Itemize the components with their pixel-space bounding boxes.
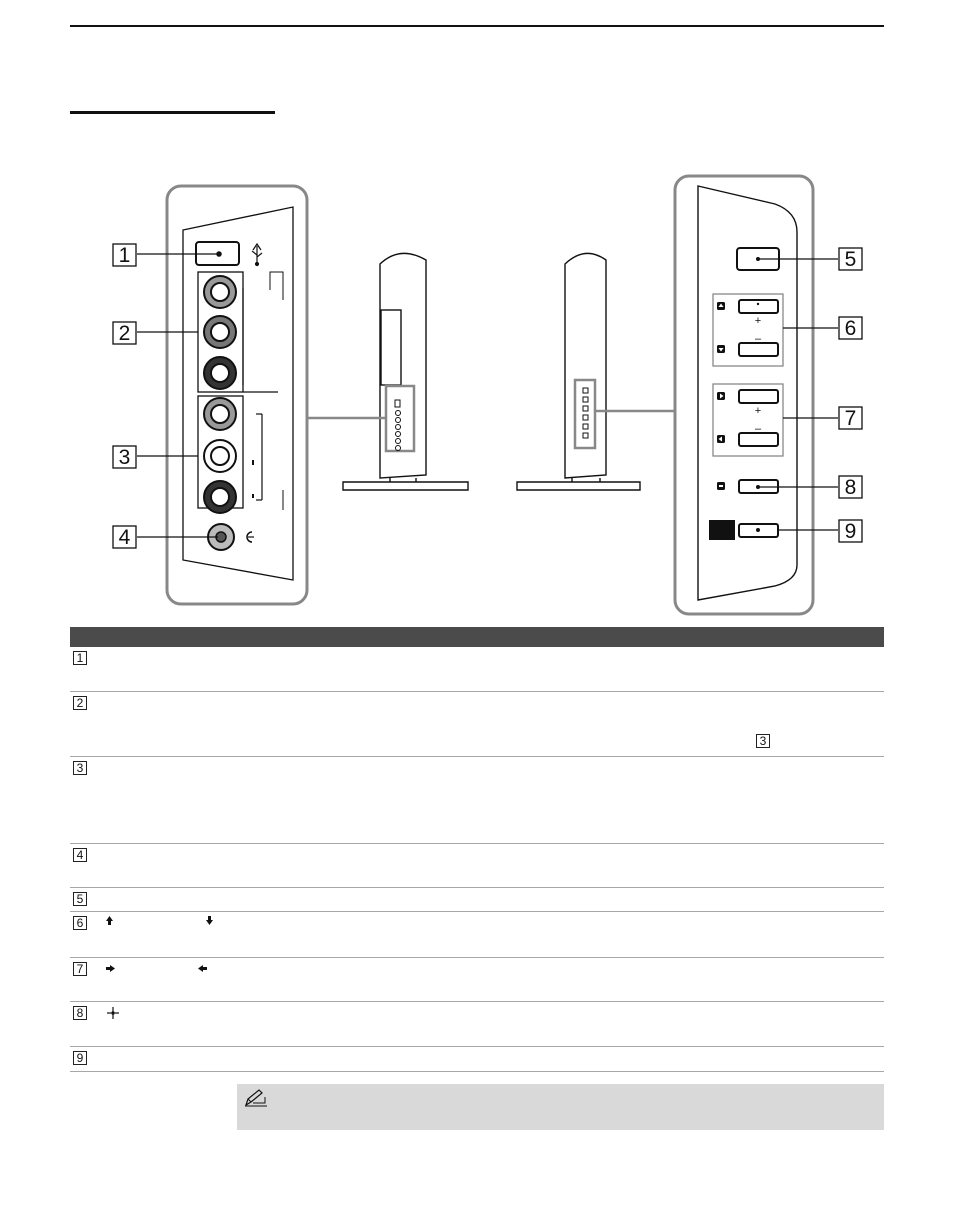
channel-up-button [739, 300, 778, 313]
volume-minus-mark: – [754, 423, 762, 435]
row-number-badge: 8 [73, 1006, 87, 1020]
down-arrow-icon [205, 915, 214, 926]
section-heading-rule [70, 111, 275, 114]
inline-reference-badge: 3 [756, 734, 770, 748]
av-jacks-3 [204, 398, 236, 513]
row-number-badge: 2 [73, 696, 87, 710]
channel-minus-mark: – [754, 333, 762, 345]
row-number-badge: 6 [73, 916, 87, 930]
right-arrow-icon [105, 964, 116, 973]
side-ports-left [395, 400, 401, 451]
up-arrow-icon [105, 915, 114, 926]
note-box [237, 1084, 884, 1130]
left-arrow-icon [197, 964, 208, 973]
svg-text:2: 2 [118, 322, 131, 345]
side-buttons-right [583, 388, 588, 438]
svg-text:3: 3 [118, 446, 131, 469]
callout-1 [113, 244, 136, 267]
top-rule [70, 25, 884, 27]
tv-controls-diagram [0, 160, 954, 620]
table-row-2 [70, 692, 884, 757]
volume-up-button [739, 390, 778, 403]
svg-text:6: 6 [844, 317, 857, 340]
svg-text:5: 5 [844, 248, 857, 271]
row-number-badge: 5 [73, 892, 87, 906]
table-row-9 [70, 1047, 884, 1072]
svg-text:4: 4 [118, 526, 131, 549]
tv-side-view-left [343, 253, 468, 490]
table-row-4 [70, 844, 884, 888]
volume-plus-mark: + [754, 405, 762, 417]
callout-4 [113, 526, 136, 549]
right-panel-frame [675, 176, 813, 614]
input-icon [106, 1006, 120, 1020]
controls-table [70, 627, 884, 1072]
menu-label-block [709, 520, 735, 540]
table-header-bar [70, 627, 884, 647]
svg-text:1: 1 [118, 244, 131, 267]
callout-6 [839, 317, 862, 340]
channel-plus-mark: + [754, 315, 762, 327]
row-number-badge: 9 [73, 1051, 87, 1065]
row-number-badge: 7 [73, 962, 87, 976]
table-row-7 [70, 958, 884, 1002]
row-number-badge: 3 [73, 761, 87, 775]
callout-9 [839, 520, 862, 543]
av-jacks-2 [204, 276, 236, 389]
callout-2 [113, 322, 136, 345]
callout-8 [839, 476, 862, 499]
table-row-1 [70, 647, 884, 692]
svg-text:7: 7 [844, 407, 857, 430]
row-number-badge: 4 [73, 848, 87, 862]
row-number-badge: 1 [73, 651, 87, 665]
table-row-8 [70, 1002, 884, 1047]
table-row-6 [70, 912, 884, 958]
table-row-3 [70, 757, 884, 844]
callout-3 [113, 446, 136, 469]
usb-icon [252, 244, 262, 266]
callout-7 [839, 407, 862, 430]
svg-text:9: 9 [844, 520, 857, 543]
svg-text:8: 8 [844, 476, 857, 499]
tv-side-view-right [517, 253, 640, 490]
pencil-note-icon [243, 1088, 271, 1108]
callout-5 [839, 248, 862, 271]
table-row-5 [70, 888, 884, 912]
left-panel-frame [167, 186, 307, 604]
